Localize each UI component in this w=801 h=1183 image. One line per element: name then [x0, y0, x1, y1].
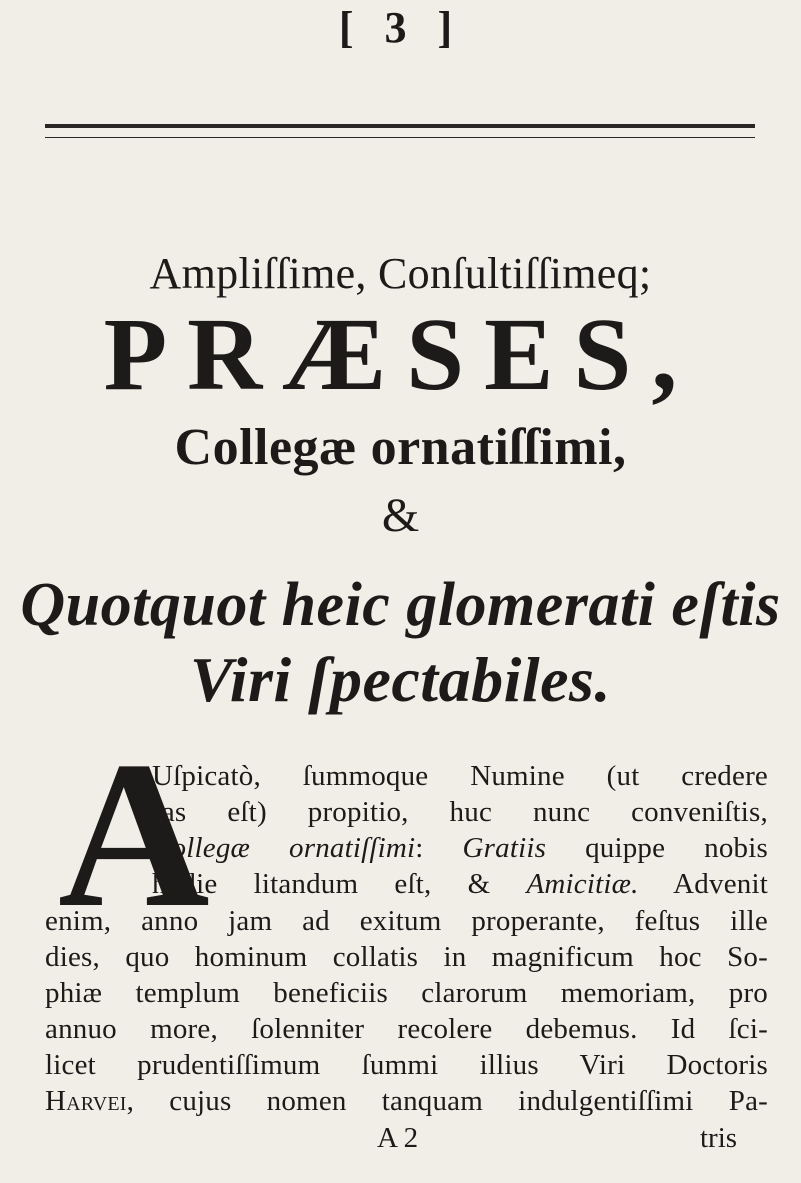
text-gratiis-italic: Gratiis [462, 832, 547, 864]
text-line-7: phiæ templum beneficiis clarorum memoriam, pro [45, 977, 768, 1009]
header-rule-thick [45, 124, 755, 128]
ampersand-line: & [381, 489, 420, 542]
text-amicitiae-italic: Amicitiæ. [526, 868, 639, 900]
salutation-line: Ampliſſime, Conſultiſſimeq; [149, 249, 652, 298]
drop-cap: A [58, 719, 210, 951]
text-line-1: Uſpicatò, ſummoque Numine (ut credere [152, 760, 768, 792]
collegae-line: Collegæ ornatiſſimi, [174, 419, 627, 476]
text-line-5: enim, anno jam ad exitum properante, feſtus ille [45, 905, 768, 937]
text-line-3 [152, 832, 768, 865]
catchword: tris [700, 1122, 738, 1154]
text-line-6: dies, quo hominum collatis in magnificum hoc So- [45, 941, 768, 973]
signature-mark: A 2 [377, 1122, 419, 1154]
text-line-4 [152, 868, 768, 901]
text-harvei-smallcaps: Harvei [45, 1085, 127, 1117]
text-quippe: quippe nobis [546, 832, 768, 864]
quotquot-line: Quotquot heic glomerati eſtis [20, 571, 781, 639]
text-line-2: fas eſt) propitio, huc nunc conveniſtis, [152, 796, 768, 828]
text-cujus: , cujus nomen tanquam indulgentiſſimi Pa- [126, 1085, 768, 1117]
viri-line: Viri ſpectabiles. [190, 644, 611, 715]
text-hodie: hodie litandum eſt, & [152, 868, 527, 900]
text-advenit: Advenit [638, 868, 768, 900]
text-colon: : [415, 832, 463, 864]
text-line-8: annuo more, ſolenniter recolere debemus. Id ſci- [45, 1013, 768, 1045]
praeses-heading: PRÆSES, [103, 297, 698, 412]
text-collegae-italic: Collegæ ornatiſſimi [152, 832, 416, 864]
text-line-10 [45, 1085, 768, 1118]
text-line-9: licet prudentiſſimum ſummi illius Viri Doctoris [45, 1049, 768, 1081]
header-rule-thin [45, 137, 755, 138]
page-number: [ 3 ] [338, 3, 463, 52]
